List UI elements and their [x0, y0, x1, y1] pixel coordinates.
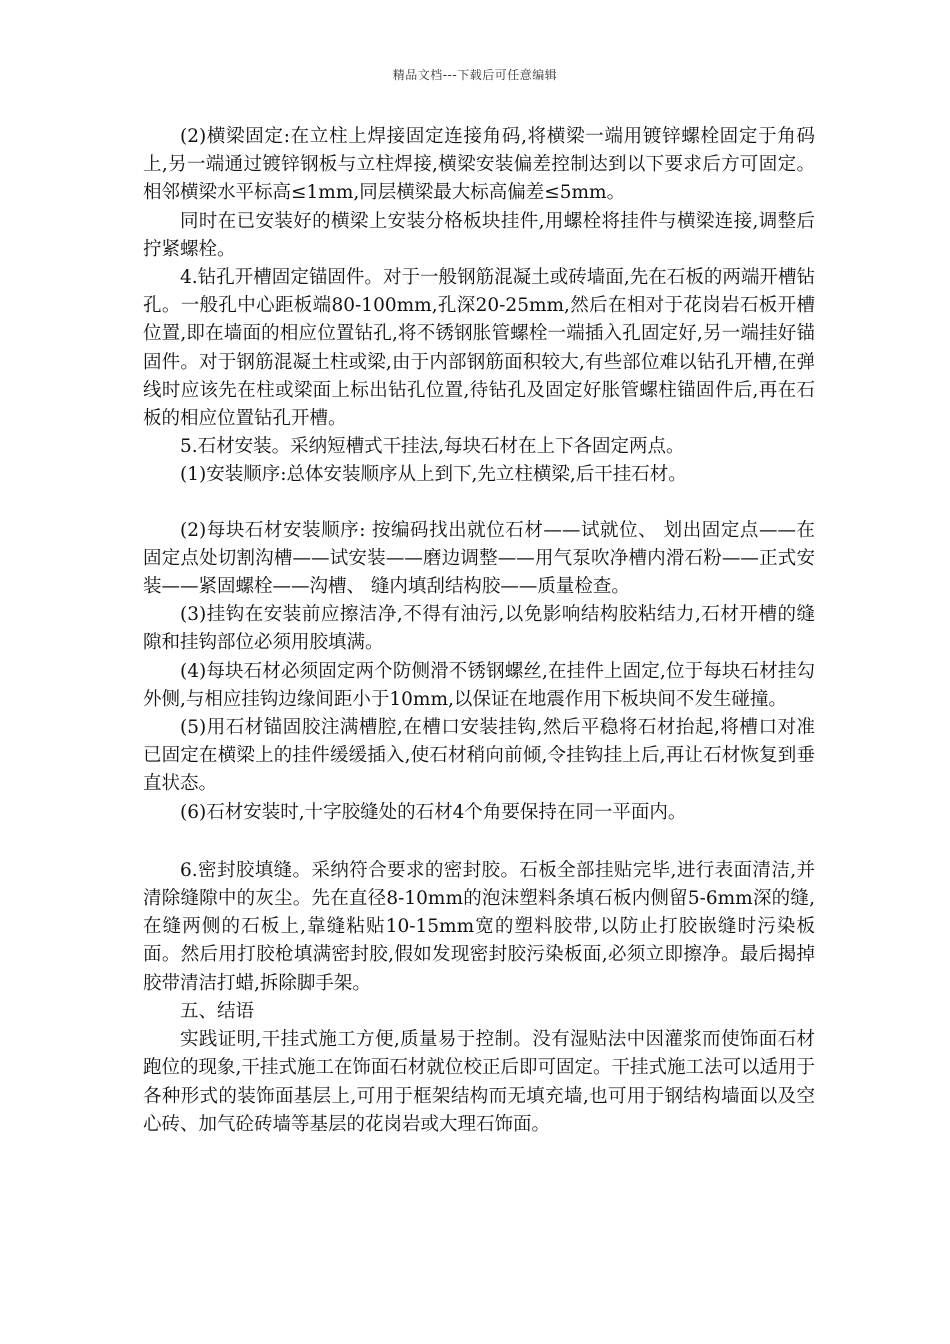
paragraph-stone-sequence: (2)每块石材安装顺序: 按编码找出就位石材——试就位、 划出固定点——在固定点处切割沟槽——试安装——磨边调整——用气泵吹净槽内滑石粉——正式安装——紧固螺栓——沟槽、 缝内填刮结构胶——质量检查。 [143, 519, 815, 598]
section-heading-conclusion: 五、结语 [180, 1000, 255, 1022]
paragraph-anti-slip-screws: (4)每块石材必须固定两个防侧滑不锈钢螺丝,在挂件上固定,位于每块石材挂勾外侧,与相应挂钩边缘间距小于10mm,以保证在地震作用下板块间不发生碰撞。 [143, 660, 815, 710]
paragraph-stone-installation: 5.石材安装。采纳短槽式干挂法,每块石材在上下各固定两点。 [180, 436, 685, 458]
paragraph-cross-joint: (6)石材安装时,十字胶缝处的石材4个角要保持在同一平面内。 [180, 801, 687, 823]
paragraph-beam-fixing: (2)横梁固定:在立柱上焊接固定连接角码,将横梁一端用镀锌螺栓固定于角码上,另一端通过镀锌钢板与立柱焊接,横梁安装偏差控制达到以下要求后方可固定。相邻横梁水平标高≤1mm,同层横梁最大标高偏差≤5mm。 [143, 126, 815, 204]
paragraph-sealant: 6.密封胶填缝。采纳符合要求的密封胶。石板全部挂贴完毕,进行表面清洁,并清除缝隙中的灰尘。先在直径8-10mm的泡沫塑料条填石板内侧留5-6mm深的缝,在缝两侧的石板上,靠缝粘贴10-15mm宽的塑料胶带,以防止打胶嵌缝时污染板面。然后用打胶枪填满密封胶,假如发现密封胶污染板面,必须立即擦净。最后揭掉胶带清洁打蜡,拆除脚手架。 [143, 859, 815, 994]
paragraph-anchor-glue: (5)用石材锚固胶注满槽腔,在槽口安装挂钩,然后平稳将石材抬起,将槽口对准已固定在横梁上的挂件缓缓插入,使石材稍向前倾,令挂钩挂上后,再让石材恢复到垂直状态。 [143, 717, 815, 795]
paragraph-panel-hangers: 同时在已安装好的横梁上安装分格板块挂件,用螺栓将挂件与横梁连接,调整后拧紧螺栓。 [143, 210, 815, 260]
page-header: 精品文档---下载后可任意编辑 [392, 68, 558, 82]
document-body [143, 123, 815, 1139]
paragraph-drilling-anchors: 4.钻孔开槽固定锚固件。对于一般钢筋混凝土或砖墙面,先在石板的两端开槽钻孔。一般孔中心距板端80-100mm,孔深20-25mm,然后在相对于花岗岩石板开槽位置,即在墙面的相应位置钻孔,将不锈钢胀管螺栓一端插入孔固定好,另一端挂好锚固件。对于钢筋混凝土柱或梁,由于内部钢筋面积较大,有些部位难以钻孔开槽,在弹线时应该先在柱或梁面上标出钻孔位置,待钻孔及固定好胀管螺柱锚固件后,再在石板的相应位置钻孔开槽。 [143, 267, 815, 430]
paragraph-conclusion: 实践证明,干挂式施工方便,质量易于控制。没有湿贴法中因灌浆而使饰面石材跑位的现象,干挂式施工在饰面石材就位校正后即可固定。干挂式施工法可以适用于各种形式的装饰面基层上,可用于框架结构而无填充墙,也可用于钢结构墙面以及空心砖、加气砼砖墙等基层的花岗岩或大理石饰面。 [143, 1029, 815, 1135]
paragraph-hook-cleaning: (3)挂钩在安装前应擦洁净,不得有油污,以免影响结构胶粘结力,石材开槽的缝隙和挂钩部位必须用胶填满。 [143, 604, 815, 654]
paragraph-install-order: (1)安装顺序:总体安装顺序从上到下,先立柱横梁,后干挂石材。 [180, 464, 687, 486]
